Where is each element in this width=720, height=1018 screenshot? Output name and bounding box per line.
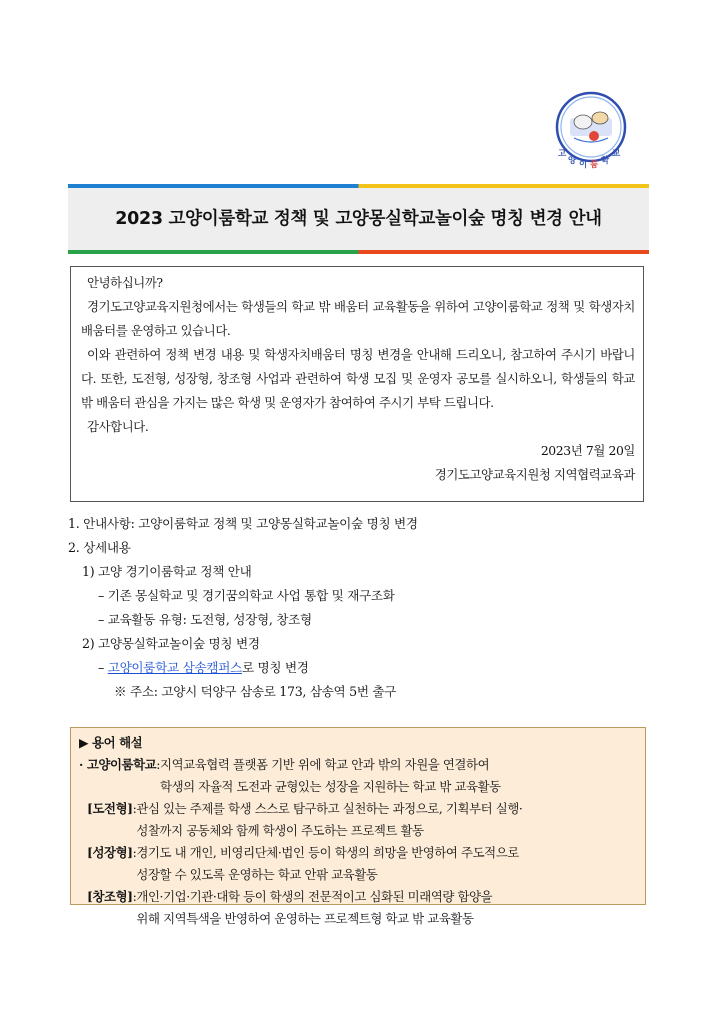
- page-title: 2023 고양이룸학교 정책 및 고양몽실학교놀이숲 명칭 변경 안내: [115, 209, 602, 229]
- term-desc-line: 관심 있는 주제를 학생 스스로 탐구하고 실천하는 과정으로, 기획부터 실행·: [136, 801, 523, 816]
- term-desc-line: 위해 지역특색을 반영하여 운영하는 프로젝트형 학교 밖 교육활동: [136, 911, 474, 926]
- intro-sender: 경기도고양교육지원청 지역협력교육과: [434, 467, 635, 482]
- term-key: [창조형]: [87, 889, 133, 904]
- term-row: [79, 798, 637, 842]
- term-desc-line: 학생의 자율적 도전과 균형있는 성장을 지원하는 학교 밖 교육활동: [160, 779, 501, 794]
- term-desc-line: 성찰까지 공동체와 함께 학생이 주도하는 프로젝트 활동: [136, 823, 424, 838]
- term-desc-line: 경기도 내 개인, 비영리단체·법인 등이 학생의 희망을 반영하여 주도적으로: [136, 845, 519, 860]
- term-key: [도전형]: [87, 801, 133, 816]
- campus-link[interactable]: 고양이룸학교 삼송캠퍼스: [107, 660, 242, 675]
- svg-text:양: 양: [568, 156, 577, 166]
- term-description: [136, 842, 637, 886]
- term-separator: :: [156, 757, 161, 772]
- term-key: · 고양이룸학교: [79, 757, 157, 772]
- logo-emblem-icon: [548, 88, 634, 174]
- outline-sub-2-line: [68, 656, 658, 680]
- term-key: [성장형]: [87, 845, 133, 860]
- outline-item-2: 2. 상세내용: [68, 540, 131, 555]
- term-separator: :: [132, 889, 137, 904]
- term-separator: :: [132, 845, 137, 860]
- outline-item-1: 1. 안내사항: 고양이룸학교 정책 및 고양몽실학교놀이숲 명칭 변경: [68, 516, 418, 531]
- svg-text:교: 교: [612, 149, 621, 159]
- svg-text:룸: 룸: [590, 160, 599, 170]
- intro-paragraph-1: 경기도고양교육지원청에서는 학생들의 학교 밖 배움터 교육활동을 위하여 고양이룸학교 정책 및 학생자치배움터를 운영하고 있습니다.: [81, 299, 635, 338]
- outline-sub-1-b: – 교육활동 유형: 도전형, 성장형, 창조형: [98, 612, 312, 627]
- term-row: [79, 842, 637, 886]
- outline-address: ※ 주소: 고양시 덕양구 삼송로 173, 삼송역 5번 출구: [114, 684, 397, 699]
- intro-letter-box: [70, 266, 644, 502]
- intro-greeting: 안녕하십니까?: [87, 275, 163, 290]
- terms-heading: ▶ 용어 해설: [79, 735, 143, 750]
- outline-section: [68, 512, 658, 704]
- title-band: [68, 184, 649, 254]
- terms-box: [70, 727, 646, 926]
- term-desc-line: 성장할 수 있도록 운영하는 학교 안팎 교육활동: [136, 867, 378, 882]
- intro-paragraph-2: 이와 관련하여 정책 변경 내용 및 학생자치배움터 명칭 변경을 안내해 드리오니, 참고하여 주시기 바랍니다. 또한, 도전형, 성장형, 창조형 사업과 관련하여 학생 모집 및 운영자 공모를 실시하오니, 학생들의 학교 밖 배움터 관심을 가지는 많은 학생 및 운영자가 참여하여 주시기 부탁 드립니다.: [81, 347, 635, 410]
- svg-text:학: 학: [601, 156, 610, 166]
- logo: [548, 88, 634, 174]
- outline-dash: –: [98, 660, 108, 675]
- svg-text:이: 이: [579, 160, 588, 170]
- term-row: [79, 754, 637, 798]
- term-description: [136, 798, 637, 842]
- outline-sub-1-a: – 기존 몽실학교 및 경기꿈의학교 사업 통합 및 재구조화: [98, 588, 395, 603]
- term-separator: :: [132, 801, 137, 816]
- outline-sub-2-rest: 로 명칭 변경: [241, 660, 309, 675]
- term-description: [160, 754, 637, 798]
- term-desc-line: 개인·기업·기관·대학 등이 학생의 전문적이고 심화된 미래역량 함양을: [136, 889, 493, 904]
- outline-sub-2: 2) 고양몽실학교놀이숲 명칭 변경: [82, 636, 260, 651]
- intro-date: 2023년 7월 20일: [540, 443, 635, 458]
- term-row: [79, 886, 637, 930]
- term-desc-line: 지역교육협력 플랫폼 기반 위에 학교 안과 밖의 자원을 연결하여: [160, 757, 490, 772]
- svg-text:고: 고: [558, 149, 567, 159]
- outline-sub-1: 1) 고양 경기이룸학교 정책 안내: [82, 564, 252, 579]
- intro-closing: 감사합니다.: [87, 419, 149, 434]
- title-bottom-stripe: [68, 250, 649, 254]
- term-description: [136, 886, 637, 930]
